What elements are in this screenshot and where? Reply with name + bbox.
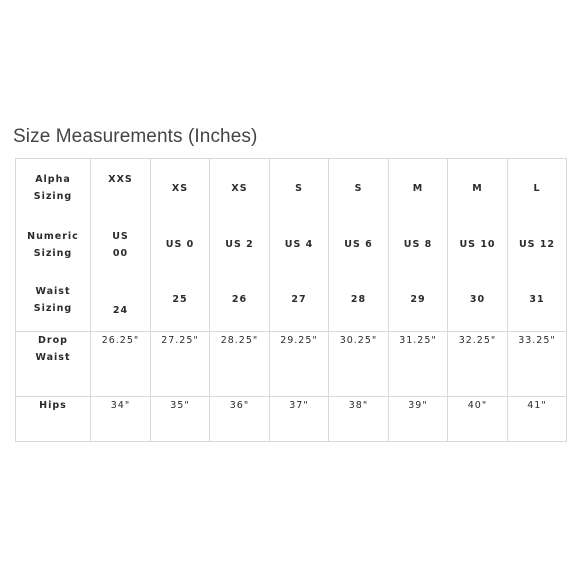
hips-cell: 41" [508,397,567,442]
alpha-size: M [472,182,483,194]
numeric-size: US 4 [284,239,314,250]
alpha-size: S [295,182,303,194]
table-row [16,332,567,397]
waist-size: 28 [350,294,367,305]
numeric-size: US 8 [403,239,433,250]
drop-waist-cell: 33.25" [508,332,567,397]
table-row [16,397,567,442]
waist-sizing-label-1: Waist [35,285,71,297]
numeric-size: US 10 [459,239,496,250]
waist-size: 24 [112,305,129,316]
numeric-size-1: US [112,230,129,242]
alpha-size: M [412,182,424,194]
drop-waist-label-1: Drop [38,335,68,346]
alpha-size: XS [231,182,248,194]
drop-waist-cell: 26.25" [91,332,151,397]
hips-cell: 38" [329,397,389,442]
drop-waist-cell: 27.25" [151,332,210,397]
size-column [151,159,210,332]
row-header-sizing [16,159,91,332]
alpha-sizing-label-2: Sizing [33,191,73,202]
hips-cell: 39" [389,397,448,442]
alpha-size: L [533,182,541,194]
hips-cell: 40" [448,397,508,442]
hips-cell: 35" [151,397,210,442]
page-title: Size Measurements (Inches) [13,126,258,147]
numeric-size-2: 00 [112,247,129,259]
alpha-size: S [354,182,363,194]
drop-waist-cell: 30.25" [329,332,389,397]
drop-waist-cell: 31.25" [389,332,448,397]
size-column [389,159,448,332]
drop-waist-label-2: Waist [35,352,71,363]
numeric-sizing-label-1: Numeric [27,230,79,242]
numeric-size: US 0 [165,239,195,250]
alpha-sizing-label-1: Alpha [35,174,71,185]
row-header-drop-waist [16,332,91,397]
numeric-size: US 6 [344,239,373,250]
numeric-size: US 12 [518,239,556,250]
hips-cell: 34" [91,397,151,442]
size-table [15,158,567,442]
waist-size: 25 [172,294,188,305]
drop-waist-cell: 32.25" [448,332,508,397]
size-column [270,159,329,332]
row-header-hips: Hips [16,397,91,442]
hips-cell: 36" [210,397,270,442]
alpha-size: XS [171,182,189,194]
size-column [91,159,151,332]
table-row [16,159,567,332]
drop-waist-cell: 29.25" [270,332,329,397]
size-column [508,159,567,332]
numeric-sizing-label-2: Sizing [33,247,73,259]
alpha-size: XXS [108,174,133,185]
size-column [210,159,270,332]
drop-waist-cell: 28.25" [210,332,270,397]
numeric-size: US 2 [225,239,254,250]
waist-size: 27 [291,294,307,305]
waist-size: 30 [469,294,486,305]
hips-cell: 37" [270,397,329,442]
waist-size: 26 [231,294,248,305]
size-column [448,159,508,332]
waist-size: 31 [529,294,545,305]
waist-sizing-label-2: Sizing [33,302,73,314]
size-column [329,159,389,332]
waist-size: 29 [410,294,426,305]
